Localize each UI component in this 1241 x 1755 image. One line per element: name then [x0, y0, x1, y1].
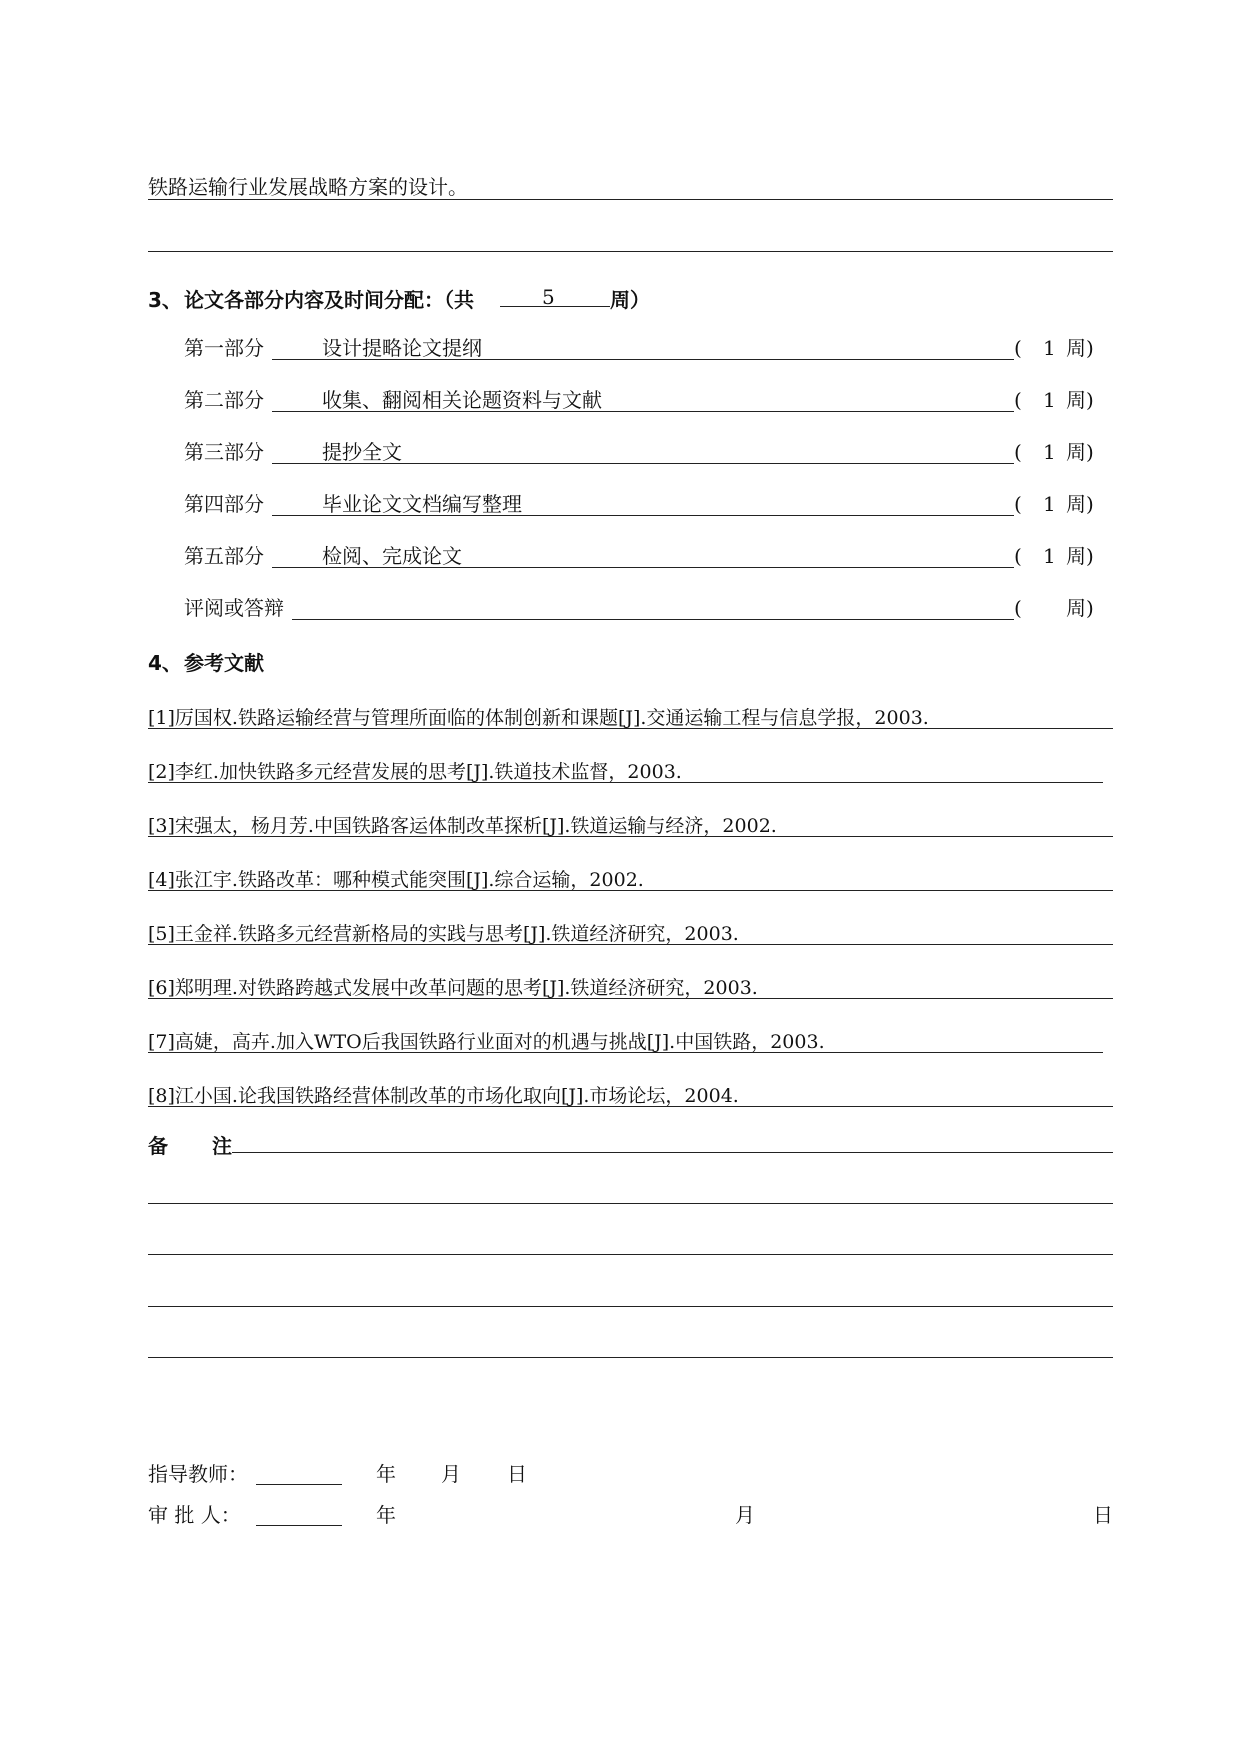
- reference-underline: [148, 998, 1113, 999]
- remarks-line: [232, 1152, 1113, 1153]
- part-weeks: 1: [1043, 544, 1056, 568]
- section3-title-suffix: 周）: [610, 288, 650, 312]
- remarks-label-char2: 注: [212, 1134, 232, 1158]
- approver-label: 审 批 人：: [148, 1503, 241, 1527]
- reference-underline: [148, 728, 1113, 729]
- part-weeks: 1: [1043, 440, 1056, 464]
- reference-item: [7]高婕，高卉.加入WTO后我国铁路行业面对的机遇与挑战[J].中国铁路，2003.: [148, 1031, 825, 1053]
- paren-open: (: [1014, 388, 1022, 412]
- part-label: 第四部分: [184, 492, 264, 516]
- week-unit: 周): [1066, 596, 1094, 620]
- paren-open: (: [1014, 336, 1022, 360]
- part-label: 第三部分: [184, 440, 264, 464]
- reference-underline: [148, 836, 1113, 837]
- part-underline: [272, 411, 1014, 412]
- section4-number: 4、: [148, 651, 182, 675]
- underline: [148, 199, 1113, 200]
- remarks-line: [148, 1203, 1113, 1204]
- approver-day: 日: [1093, 1503, 1113, 1527]
- week-unit: 周): [1066, 492, 1094, 516]
- paren-open: (: [1014, 596, 1022, 620]
- remarks-line: [148, 1357, 1113, 1358]
- paren-open: (: [1014, 440, 1022, 464]
- remarks-line: [148, 1254, 1113, 1255]
- approver-signature-line[interactable]: [256, 1525, 342, 1526]
- part-content: 收集、翻阅相关论题资料与文献: [322, 388, 602, 412]
- part-content: 检阅、完成论文: [322, 544, 462, 568]
- remarks-line: [148, 1306, 1113, 1307]
- advisor-month: 月: [441, 1462, 461, 1486]
- reference-item: [4]张江宇.铁路改革：哪种模式能突围[J].综合运输，2002.: [148, 869, 644, 891]
- part-weeks: 1: [1043, 492, 1056, 516]
- paren-open: (: [1014, 492, 1022, 516]
- remarks-label-char1: 备: [148, 1134, 168, 1158]
- part-content: 设计提略论文提纲: [322, 336, 482, 360]
- part-content: 提抄全文: [322, 440, 402, 464]
- underline: [148, 251, 1113, 252]
- total-weeks-underline: [500, 306, 610, 307]
- reference-underline: [148, 944, 1113, 945]
- reference-item: [1]厉国权.铁路运输经营与管理所面临的体制创新和课题[J].交通运输工程与信息学报，2003.: [148, 707, 929, 729]
- section3-number: 3、: [148, 288, 182, 312]
- reference-item: [8]江小国.论我国铁路经营体制改革的市场化取向[J].市场论坛，2004.: [148, 1085, 739, 1107]
- part-underline: [272, 515, 1014, 516]
- week-unit: 周): [1066, 336, 1094, 360]
- part-label: 第五部分: [184, 544, 264, 568]
- part-label: 第二部分: [184, 388, 264, 412]
- part-underline: [272, 567, 1014, 568]
- reference-underline: [148, 1052, 1103, 1053]
- part-label: 评阅或答辩: [184, 596, 284, 620]
- continued-text: 铁路运输行业发展战略方案的设计。: [148, 175, 468, 199]
- advisor-signature-line[interactable]: [256, 1484, 342, 1485]
- advisor-label: 指导教师：: [148, 1462, 248, 1486]
- part-underline: [272, 359, 1014, 360]
- week-unit: 周): [1066, 440, 1094, 464]
- reference-item: [5]王金祥.铁路多元经营新格局的实践与思考[J].铁道经济研究，2003.: [148, 923, 739, 945]
- week-unit: 周): [1066, 544, 1094, 568]
- section3-total-weeks: 5: [542, 285, 555, 309]
- part-underline: [272, 463, 1014, 464]
- reference-item: [2]李红.加快铁路多元经营发展的思考[J].铁道技术监督，2003.: [148, 761, 682, 783]
- section4-title: 参考文献: [184, 651, 264, 675]
- reference-underline: [148, 1106, 1113, 1107]
- reference-underline: [148, 782, 1103, 783]
- part-weeks: 1: [1043, 336, 1056, 360]
- part-underline: [292, 619, 1014, 620]
- part-weeks: 1: [1043, 388, 1056, 412]
- section3-title-prefix: 论文各部分内容及时间分配：（共: [184, 288, 474, 312]
- part-label: 第一部分: [184, 336, 264, 360]
- advisor-year: 年: [376, 1462, 396, 1486]
- reference-underline: [148, 890, 1113, 891]
- part-content: 毕业论文文档编写整理: [322, 492, 522, 516]
- advisor-day: 日: [507, 1462, 527, 1486]
- reference-item: [3]宋强太，杨月芳.中国铁路客运体制改革探析[J].铁道运输与经济，2002.: [148, 815, 777, 837]
- paren-open: (: [1014, 544, 1022, 568]
- week-unit: 周): [1066, 388, 1094, 412]
- approver-month: 月: [735, 1503, 755, 1527]
- reference-item: [6]郑明理.对铁路跨越式发展中改革问题的思考[J].铁道经济研究，2003.: [148, 977, 758, 999]
- approver-year: 年: [376, 1503, 396, 1527]
